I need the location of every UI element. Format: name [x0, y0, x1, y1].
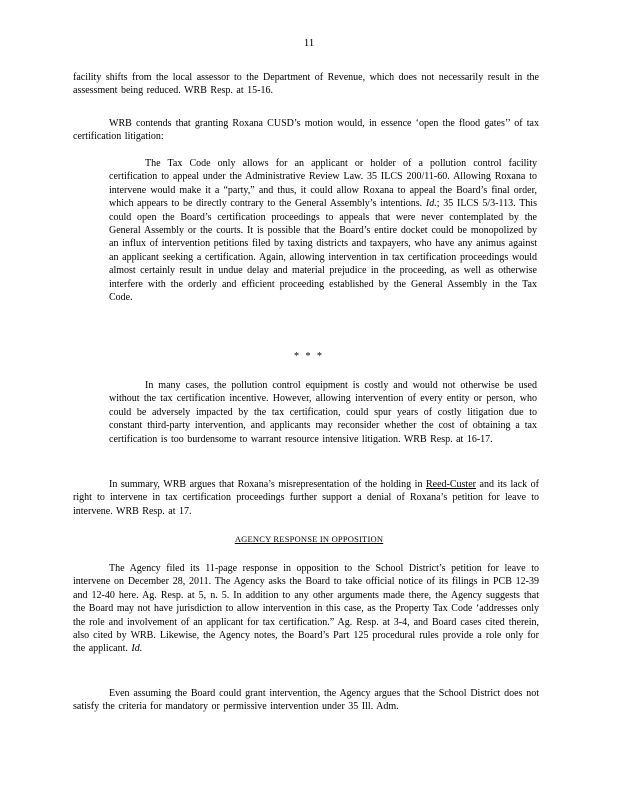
paragraph-wrb-contends	[73, 117, 539, 144]
paragraph-assessment-text: facility shifts from the local assessor to the Department of Revenue, which does not necessarily result in the assessment being reduced. WRB Resp. at 15-16.	[73, 72, 539, 97]
block-quote-pollution-control-text: In many cases, the pollution control equipment is costly and would not otherwise be used without the tax certification incentive. However, allowing intervention of every entity or person, who could be adversely impacted by the tax certification, could spur years of costly litigation due to constant third-party intervention, and applicants may reconsider whether the cost of obtaining a tax certification is too burdensome to warrant resource intensive litigation. WRB Resp. at 16-17.	[109, 380, 537, 445]
paragraph-summary	[73, 478, 539, 518]
paragraph-summary-part-b: and its lack of right to intervene in tax certification proceedings further support a denial of Roxana’s petition for leave to intervene. WRB Resp. at 17.	[73, 479, 539, 517]
page-number: 11	[303, 37, 315, 49]
citation-id-agency: Id.	[131, 643, 143, 655]
paragraph-even-assuming-text: Even assuming the Board could grant intervention, the Agency argues that the School District does not satisfy the criteria for mandatory or permissive intervention under 35 Ill. Adm.	[73, 688, 539, 713]
paragraph-agency-response-part-a: The Agency filed its 11-page response in opposition to the School District’s petition for leave to intervene on December 28, 2011. The Agency asks the Board to take official notice of its filings in PCB 12-39 and 12-40 here. Ag. Resp. at 5, n. 5. In addition to any other arguments made there, the Agency suggests that the Board may not have jurisdiction to allow intervention in this case, as the Property Tax Code ‘addresses only the role and involvement of an applicant for tax certification.” Ag. Resp. at 3-4, and Board cases cited therein, also cited by WRB. Likewise, the Agency notes, the Board’s Part 125 procedural rules provide a role only for the applicant.	[73, 563, 539, 655]
case-name-reed-custer: Reed-Custer	[425, 479, 476, 490]
block-quote-tax-code-part-a: The Tax Code only allows for an applicant or holder of a pollution control facility certification to appeal under the Administrative Review Law. 35 ILCS 200/11-60. Allowing Roxana to intervene would make it a “party,” and thus, it could allow Roxana to appeal the Board’s final order, which appears to be directly contrary to the General Assembly’s intentions.	[109, 158, 537, 210]
block-quote-tax-code-part-b: ; 35 ILCS 5/3-113. This could open the Board’s certification proceedings to appeals that were never contemplated by the General Assembly or the courts. It is possible that the Board’s entire docket could be monopolized by an influx of intervention petitions filed by taxing districts and taxpayers, who have any animus against an applicant seeking a certification. Again, allowing intervention in tax certification proceedings would almost certainly result in undue delay and material prejudice in the proceeding, as well as otherwise interfere with the orderly and efficient proceeding established by the General Assembly in the Tax Code.	[109, 198, 537, 304]
paragraph-even-assuming	[73, 687, 539, 714]
omission-asterisks: * * *	[294, 351, 324, 362]
block-quote-tax-code	[109, 157, 537, 304]
citation-id: Id.	[425, 198, 437, 210]
block-quote-pollution-control	[109, 379, 537, 446]
section-heading-text: AGENCY RESPONSE IN OPPOSITION	[234, 534, 384, 544]
paragraph-agency-response	[73, 562, 539, 656]
paragraph-assessment	[73, 71, 539, 98]
paragraph-summary-part-a: In summary, WRB argues that Roxana’s misrepresentation of the holding in	[109, 479, 426, 490]
section-heading	[0, 534, 618, 544]
paragraph-wrb-contends-text: WRB contends that granting Roxana CUSD’s motion would, in essence ‘open the flood gates’’ of tax certification litigation:	[73, 118, 539, 143]
